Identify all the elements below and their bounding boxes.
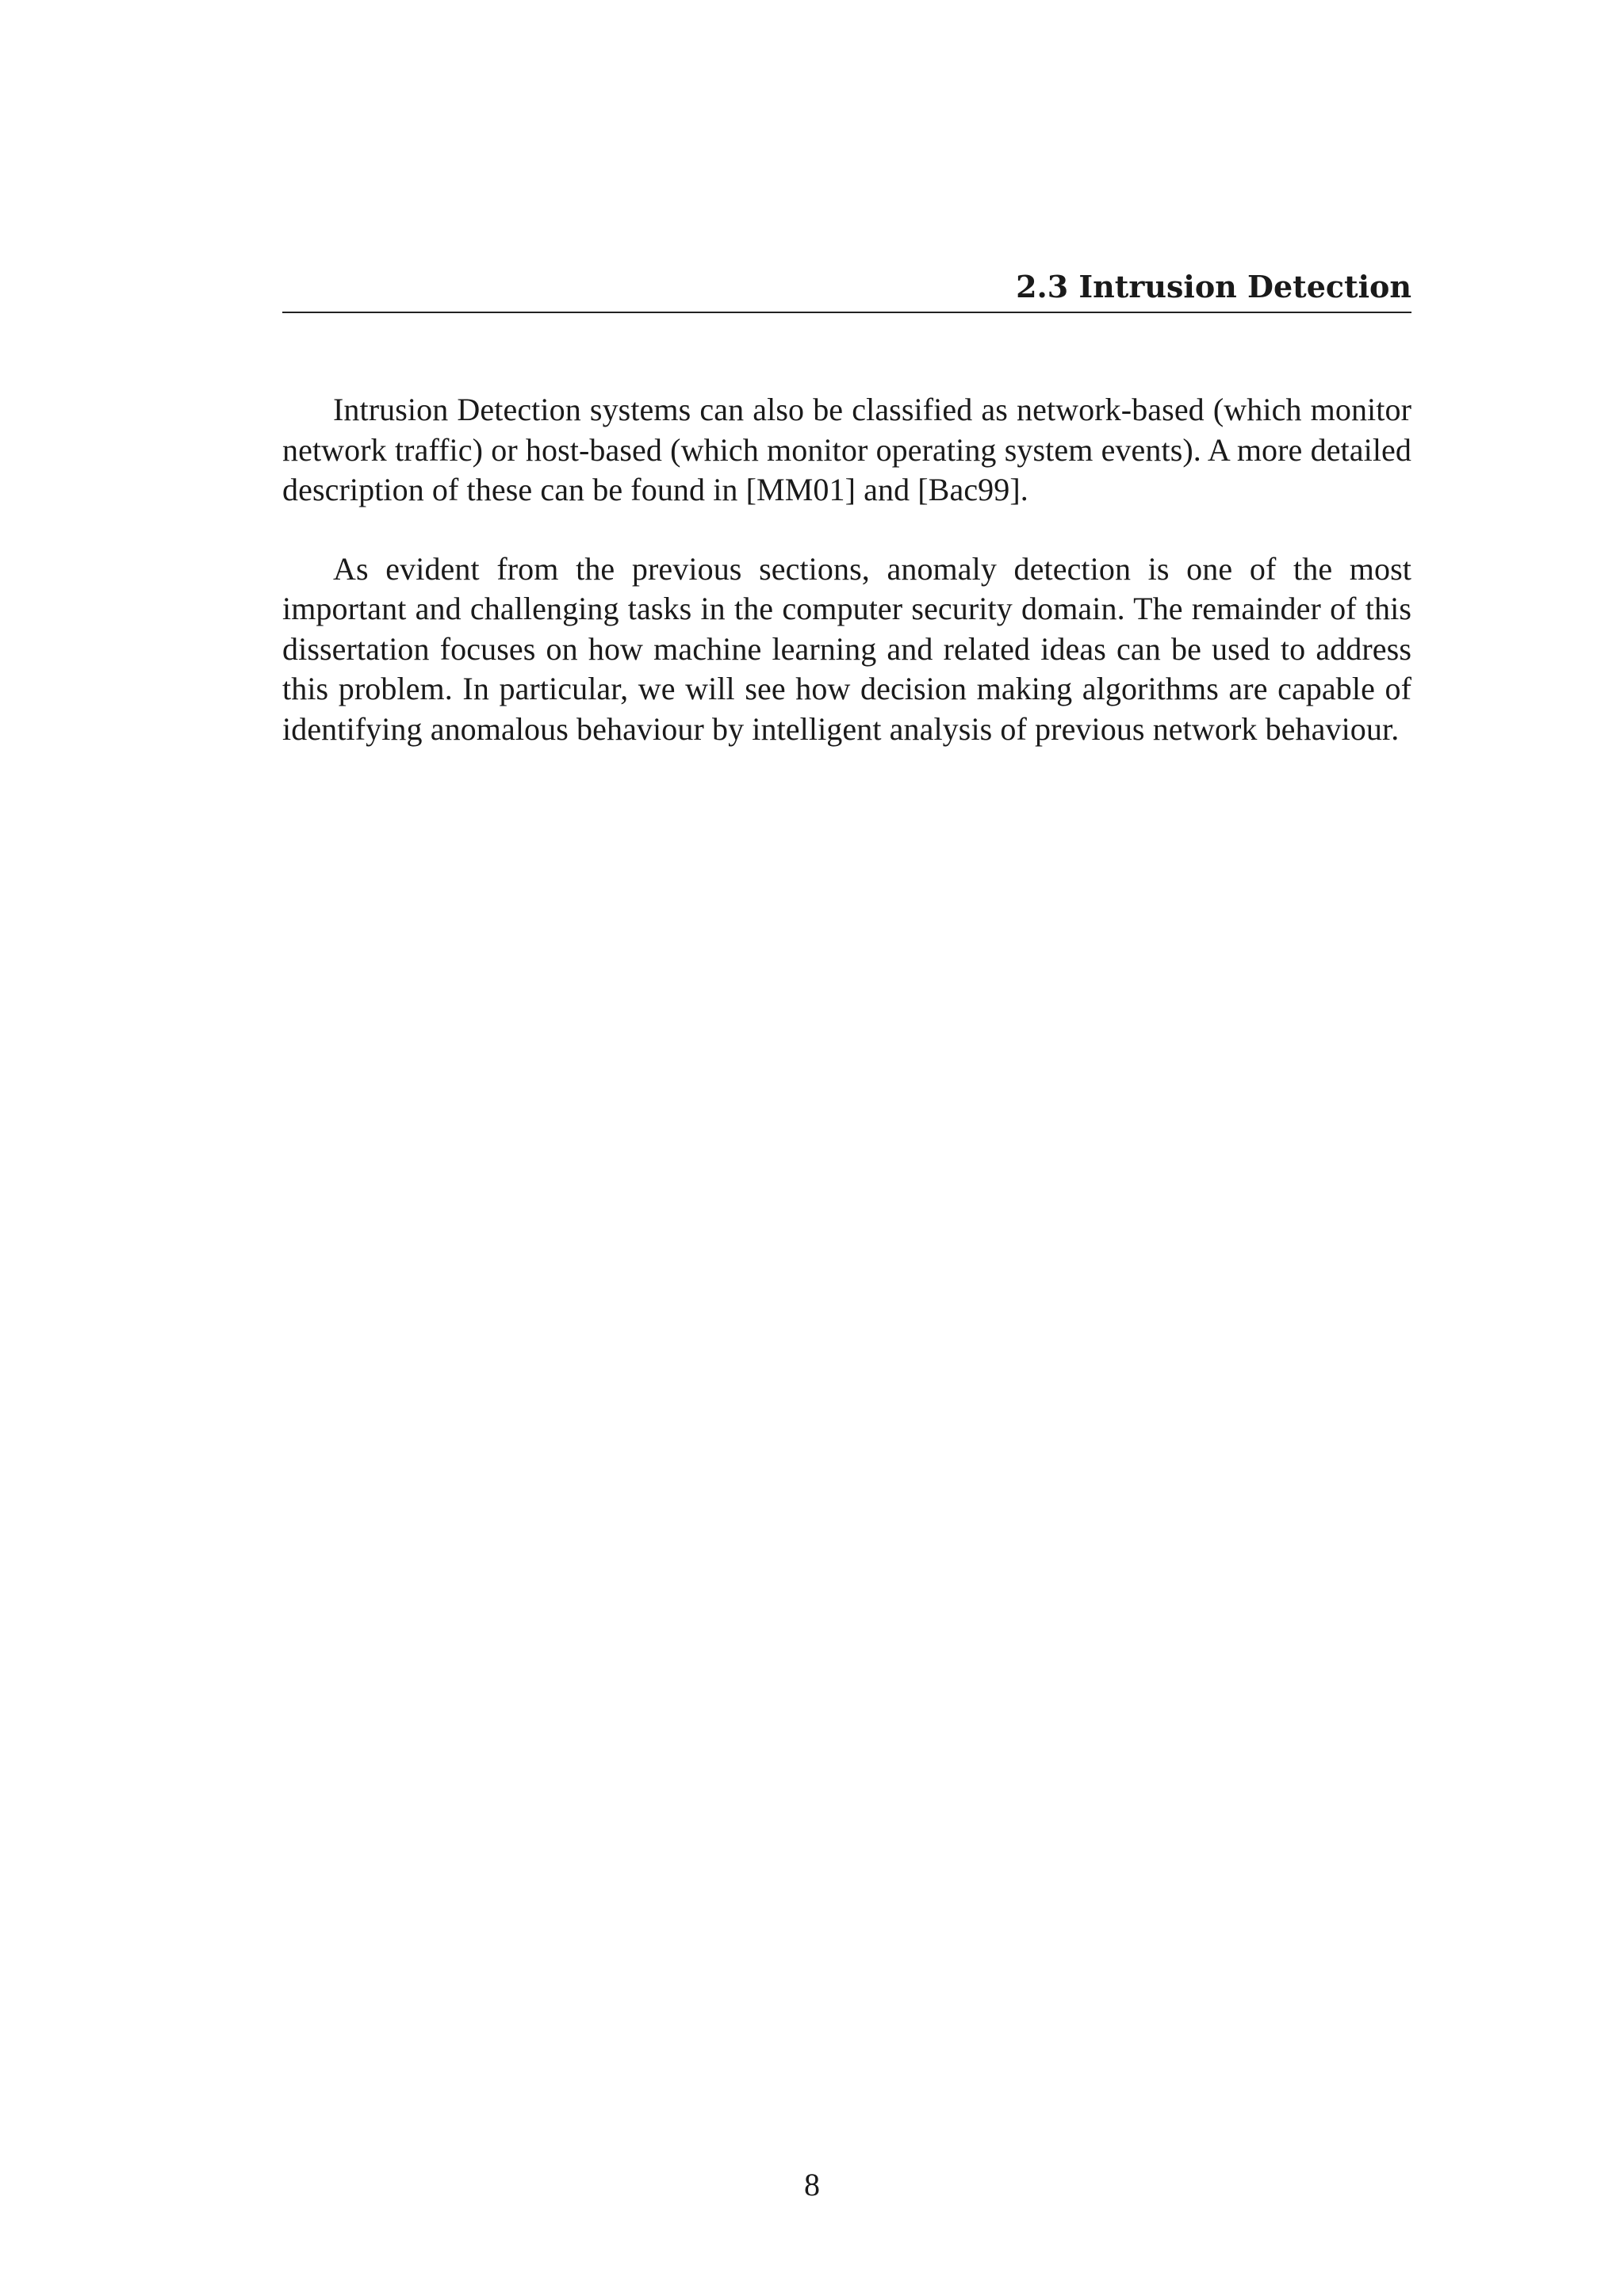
paragraph-ids-classification: Intrusion Detection systems can also be classified as network-based (which monitor network traffic) or host-based (which monitor operating system events). A more detailed description of these can be found in [MM01] and [Bac99]. xyxy=(282,392,1411,507)
body-text xyxy=(282,390,1411,749)
paragraph-anomaly-detection: As evident from the previous sections, anomaly detection is one of the most important and challenging tasks in the computer security domain. The remainder of this dissertation focuses on how machine learning and related ideas can be used to address this problem. In particular, we will see how decision making algorithms are capable of identifying anomalous behaviour by intelligent analysis of previous network behaviour. xyxy=(282,550,1411,747)
page-number: 8 xyxy=(804,2167,820,2202)
header-rule xyxy=(282,312,1411,313)
running-header-title: 2.3 Intrusion Detection xyxy=(1016,269,1411,304)
